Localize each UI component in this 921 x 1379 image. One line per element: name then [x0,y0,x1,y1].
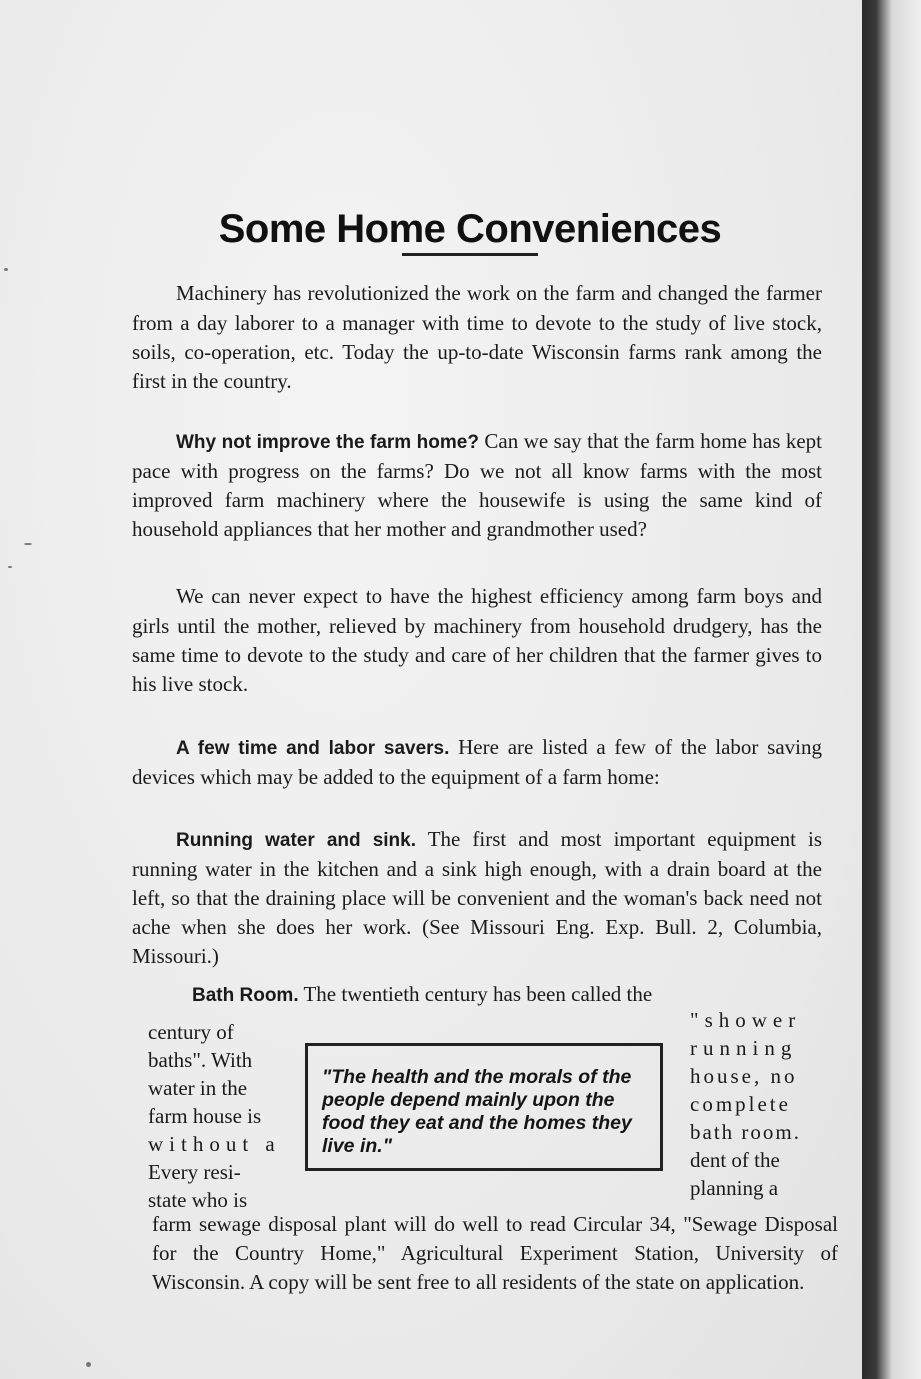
paragraph-sewage [152,1210,838,1297]
text-line: state who is [148,1188,248,1212]
paragraph-text: We can never expect to have the highest efficiency among farm boys and girls until the mother, relieved by machinery from household drudgery, has the same time to devote to the study and care of her children that the farmer gives to his live stock. [132,584,822,696]
text-line: farm house is [148,1104,262,1128]
book-binding-shadow [862,0,921,1379]
paragraph-lead: Why not improve the farm home? [176,432,479,453]
title-rule [402,253,538,256]
paragraph-intro [132,279,822,396]
paragraph-labor-savers [132,733,822,792]
paragraph-running-water [132,825,822,971]
paragraph-text: The first and most important equipment is running water in the kitchen and a sink high enough, with a drain board at the left, so that the draining place will be convenient and the woman's back need not ache when she does her work. (See Missouri Eng. Exp. Bull. 2, Columbia, Missouri.) [132,827,823,968]
pull-quote-box [305,1043,663,1171]
text-line: baths". With [148,1048,253,1072]
paragraph-text: Can we say that the farm home has kept pace with progress on the farms? Do we not all know farms with the most improved farm machinery where the housewife is using the same kind of household appliances that her mother and grandmother used? [132,429,822,541]
paper-speck [24,543,32,545]
page-title: Some Home Conveniences [218,206,722,251]
paper-speck [4,268,8,271]
text-line: water in the [148,1076,248,1100]
paper-speck [86,1362,91,1367]
paragraph-lead: Running water and sink. [176,830,417,851]
text-line: bath room. [690,1120,801,1144]
text-line: complete [690,1092,791,1116]
text-line: planning a [690,1176,779,1200]
paragraph-text: Machinery has revolutionized the work on the farm and changed the farmer from a day laborer to a manager with time to devote to the study of live stock, soils, co-operation, etc. Today the up-to-date Wisconsin farms rank among the first in the country. [132,281,822,393]
paragraph-lead: A few time and labor savers. [176,738,450,759]
paragraph-lead: Bath Room. [192,985,299,1006]
text-line: Every resi- [148,1160,241,1184]
text-line: without a [148,1132,281,1156]
bath-left-column [148,1018,290,1214]
bath-right-column [690,1006,836,1202]
text-line: dent of the [690,1148,780,1172]
paragraph-text: The twentieth century has been called the [298,982,653,1006]
text-line: house, no [690,1064,798,1088]
text-line: century of [148,1020,234,1044]
pull-quote: "The health and the morals of the people depend mainly upon the food they eat and the homes they live in." [322,1066,632,1157]
paragraph-efficiency [132,582,822,699]
paragraph-text: Here are listed a few of the labor saving devices which may be added to the equipment of a farm home: [132,735,822,789]
text-line: "shower [690,1008,802,1032]
paragraph-text: farm sewage disposal plant will do well to read Circular 34, "Sewage Disposal for the Country Home," Agricultural Experiment Station, University of Wisconsin. A copy will be sent free to all residents of the state on application. [152,1212,838,1294]
paper-speck [8,566,12,568]
paragraph-improve-farm-home [132,427,822,544]
text-line: running [690,1036,798,1060]
